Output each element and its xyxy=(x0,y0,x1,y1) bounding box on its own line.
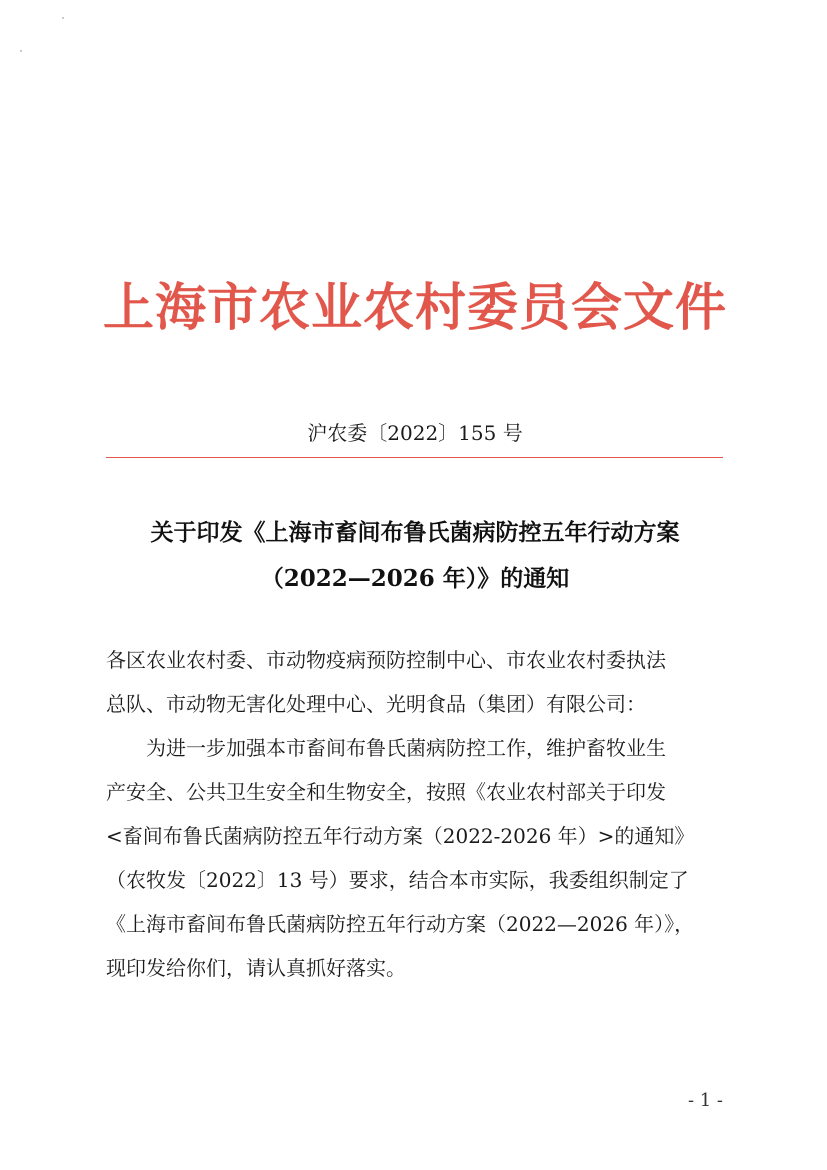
body-text-line: 现印发给你们，请认真抓好落实。 xyxy=(106,956,406,980)
body-text-line: 各区农业农村委、市动物疫病预防控制中心、市农业农村委执法 xyxy=(106,648,666,672)
scan-speck xyxy=(20,50,22,52)
header-divider-line xyxy=(106,457,723,458)
body-text-line: 总队、市动物无害化处理中心、光明食品（集团）有限公司： xyxy=(106,692,646,716)
document-title-line: （2022—2026 年）》的通知 xyxy=(260,565,570,592)
body-text-line: 为进一步加强本市畜间布鲁氏菌病防控工作，维护畜牧业生 xyxy=(106,736,666,760)
document-title xyxy=(80,510,750,602)
scan-speck xyxy=(62,17,64,19)
issuer-header-title: 上海市农业农村委员会文件 xyxy=(102,278,727,338)
body-text-line: （农牧发〔2022〕13 号）要求，结合本市实际，我委组织制定了 xyxy=(106,868,689,892)
document-number: 沪农委〔2022〕155 号 xyxy=(307,421,523,445)
body-text-line: 产安全、公共卫生安全和生物安全，按照《农业农村部关于印发 xyxy=(106,780,666,804)
document-title-line: 关于印发《上海市畜间布鲁氏菌病防控五年行动方案 xyxy=(150,519,680,546)
page-number: - 1 - xyxy=(687,1090,723,1111)
body-text-line: <畜间布鲁氏菌病防控五年行动方案（2022-2026 年）>的通知》 xyxy=(106,824,695,848)
body-text-line: 《上海市畜间布鲁氏菌病防控五年行动方案（2022—2026 年）》， xyxy=(106,912,695,936)
